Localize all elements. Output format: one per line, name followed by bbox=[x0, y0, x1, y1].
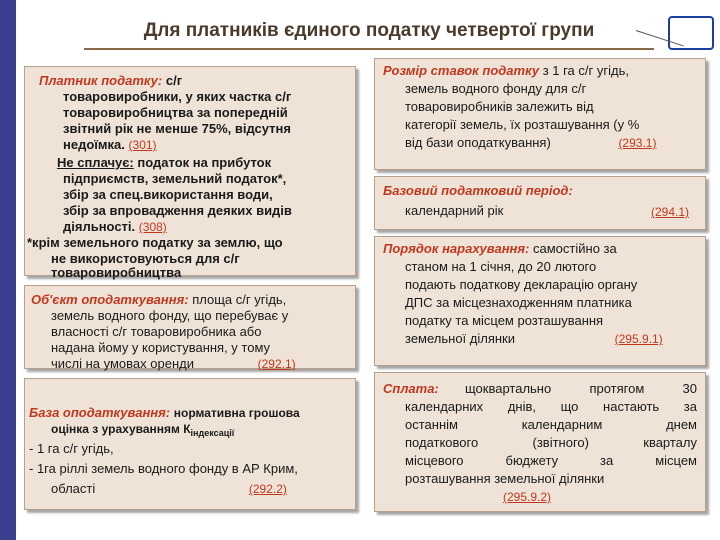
payer-text-1: с/г bbox=[165, 73, 183, 88]
base-text-2-sub: індексації bbox=[190, 428, 235, 438]
object-term: Об'єкт оподаткування: bbox=[31, 292, 189, 307]
order-text-5: податку та місцем розташування bbox=[405, 313, 604, 328]
payment-text-4: податкового (звітного) кварталу bbox=[405, 435, 697, 450]
rates-text-1: з 1 га с/г угідь, bbox=[542, 63, 629, 78]
rates-text-2: земель водного фонду для с/г bbox=[405, 81, 587, 96]
order-text-4: ДПС за місцезнаходженням платника bbox=[405, 295, 632, 310]
rates-line-5 bbox=[405, 135, 656, 151]
rates-text-3: товаровиробників залежить від bbox=[405, 99, 594, 114]
payment-text-3: останнім календарним днем bbox=[405, 417, 697, 432]
payment-text-5: місцевого бюджету за місцем bbox=[405, 453, 697, 468]
payment-line-1 bbox=[383, 381, 697, 397]
rates-text-4: категорії земель, їх розташування (у % bbox=[405, 117, 640, 132]
payer-text-2: товаровиробники, у яких частка с/г bbox=[63, 89, 292, 104]
payer-text-8: збір за спец.використання води, bbox=[63, 187, 273, 202]
object-line-5 bbox=[51, 356, 296, 372]
payer-text-13: товаровиробництва bbox=[51, 265, 182, 280]
payer-text-10: діяльності. bbox=[63, 219, 136, 234]
object-text-5: числі на умовах оренди bbox=[51, 356, 194, 371]
object-text-3: власності с/г товаровиробника або bbox=[51, 324, 262, 339]
order-box bbox=[374, 236, 706, 366]
object-box bbox=[24, 285, 356, 369]
period-term: Базовий податковий період: bbox=[383, 183, 573, 198]
rates-text-5: від бази оподаткування) bbox=[405, 135, 551, 150]
payment-text-2: календарних днів, що настають за bbox=[405, 399, 697, 414]
base-text-3: - 1 га с/г угідь, bbox=[29, 441, 114, 456]
payer-line-6 bbox=[57, 155, 271, 171]
payment-box bbox=[374, 372, 706, 512]
payer-text-3: товаровиробництва за попередній bbox=[63, 105, 288, 120]
object-text-1: площа с/г угідь, bbox=[192, 292, 287, 307]
order-line-1 bbox=[383, 241, 617, 257]
period-text-1: календарний рік bbox=[405, 203, 504, 218]
payment-term: Сплата: bbox=[383, 381, 439, 396]
rates-box bbox=[374, 58, 706, 170]
payer-text-11: *крім земельного податку за землю, що bbox=[27, 235, 283, 250]
rates-term: Розмір ставок податку bbox=[383, 63, 540, 78]
base-line-2 bbox=[51, 421, 234, 441]
payer-text-5: недоїмка. bbox=[63, 137, 125, 152]
payer-text-9: збір за впровадження деяких видів bbox=[63, 203, 292, 218]
order-text-1: самостійно за bbox=[533, 241, 617, 256]
payment-ref-295-9-2[interactable]: (295.9.2) bbox=[503, 490, 552, 504]
base-term: База оподаткування: bbox=[29, 405, 171, 420]
payer-line-5 bbox=[63, 137, 157, 153]
order-term: Порядок нарахування: bbox=[383, 241, 530, 256]
base-text-1: нормативна грошова bbox=[173, 406, 300, 420]
object-ref-292-1[interactable]: (292.1) bbox=[257, 357, 296, 371]
corner-logo bbox=[652, 0, 720, 62]
rates-line-1 bbox=[383, 63, 629, 79]
object-text-4: надана йому у користування, у тому bbox=[51, 340, 271, 355]
slide-title: Для платників єдиного податку четвертої групи bbox=[84, 14, 654, 50]
payer-text-12: не використовуються для с/г bbox=[51, 251, 240, 266]
logo-mark-icon bbox=[668, 16, 714, 50]
left-sidebar-bar bbox=[0, 0, 16, 540]
payment-text-6: розташування земельної ділянки bbox=[405, 471, 605, 486]
object-line-1 bbox=[31, 292, 286, 308]
payer-text-6: податок на прибуток bbox=[137, 155, 272, 170]
period-box bbox=[374, 176, 706, 230]
base-box bbox=[24, 378, 356, 510]
base-line-1 bbox=[29, 405, 300, 421]
payer-ref-308[interactable]: (308) bbox=[138, 220, 167, 234]
base-text-5: області bbox=[51, 481, 96, 496]
order-text-6: земельної ділянки bbox=[405, 331, 515, 346]
payer-line-10 bbox=[63, 219, 167, 235]
base-line-5 bbox=[51, 481, 287, 497]
payment-text-1: щоквартально протягом 30 bbox=[465, 381, 697, 396]
order-ref-295-9-1[interactable]: (295.9.1) bbox=[614, 332, 663, 346]
object-text-2: земель водного фонду, що перебуває у bbox=[51, 308, 289, 323]
base-text-4: - 1га ріллі земель водного фонду в АР Крим, bbox=[29, 461, 298, 476]
order-text-2: станом на 1 січня, до 20 лютого bbox=[405, 259, 597, 274]
payer-line-1 bbox=[39, 73, 182, 89]
order-text-3: подають податкову декларацію органу bbox=[405, 277, 638, 292]
base-ref-292-2[interactable]: (292.2) bbox=[248, 482, 287, 496]
rates-ref-293-1[interactable]: (293.1) bbox=[618, 136, 657, 150]
period-ref-294-1[interactable]: (294.1) bbox=[651, 205, 690, 219]
order-line-6 bbox=[405, 331, 663, 347]
payer-text-7: підприємств, земельний податок*, bbox=[63, 171, 287, 186]
not-pay-label: Не сплачує: bbox=[57, 155, 134, 170]
payer-term: Платник податку: bbox=[39, 73, 163, 88]
base-text-2: оцінка з урахуванням К bbox=[51, 422, 191, 436]
payer-box bbox=[24, 66, 356, 280]
payer-text-4: звітний рік не менше 75%, відсутня bbox=[63, 121, 291, 136]
payer-ref-301[interactable]: (301) bbox=[128, 138, 157, 152]
